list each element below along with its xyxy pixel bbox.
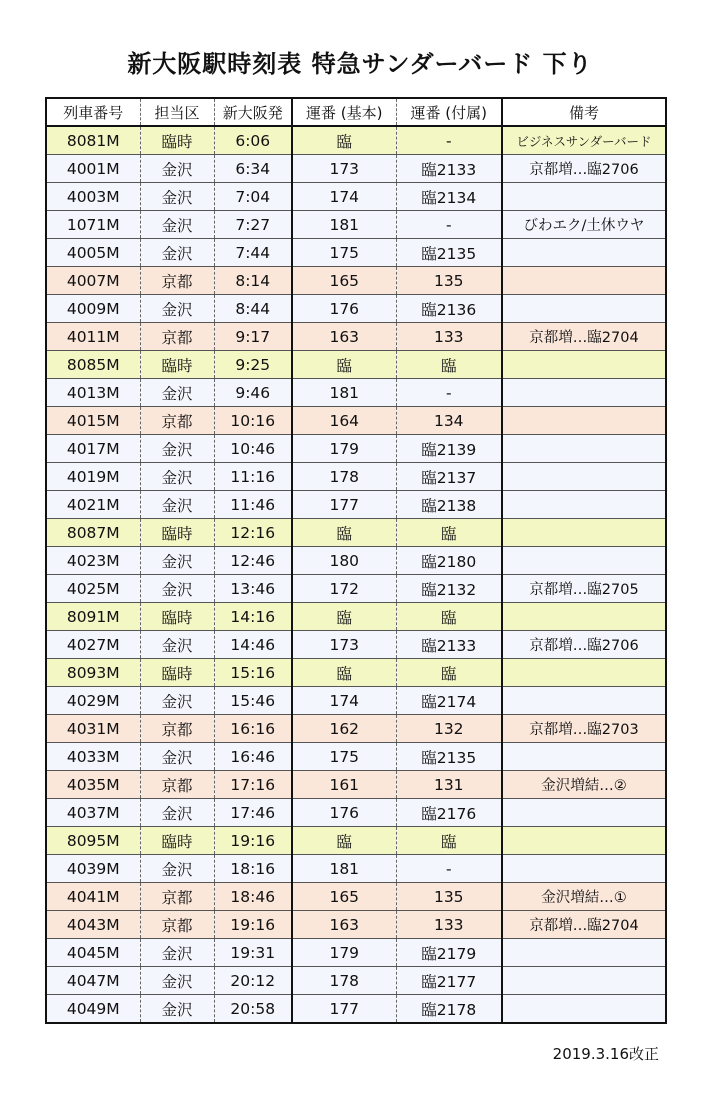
cell-depot: 京都	[140, 911, 214, 939]
cell-train-number: 4041M	[46, 883, 140, 911]
cell-remarks	[502, 995, 666, 1024]
cell-base-unit: 臨	[292, 603, 396, 631]
table-row	[46, 463, 666, 491]
cell-depot: 金沢	[140, 687, 214, 715]
cell-aux-unit: 132	[396, 715, 502, 743]
cell-departure: 11:46	[214, 491, 292, 519]
cell-base-unit: 165	[292, 267, 396, 295]
cell-aux-unit: -	[396, 126, 502, 155]
cell-departure: 19:16	[214, 911, 292, 939]
cell-remarks	[502, 183, 666, 211]
cell-train-number: 4013M	[46, 379, 140, 407]
table-row	[46, 323, 666, 351]
cell-aux-unit: 131	[396, 771, 502, 799]
cell-remarks: 京都増…臨2706	[502, 155, 666, 183]
cell-remarks: びわエク/土休ウヤ	[502, 211, 666, 239]
cell-departure: 7:44	[214, 239, 292, 267]
table-row	[46, 407, 666, 435]
cell-departure: 6:34	[214, 155, 292, 183]
cell-train-number: 4025M	[46, 575, 140, 603]
table-row	[46, 491, 666, 519]
table-row	[46, 827, 666, 855]
cell-depot: 金沢	[140, 743, 214, 771]
cell-train-number: 4001M	[46, 155, 140, 183]
table-row	[46, 995, 666, 1024]
table-row	[46, 687, 666, 715]
table-row	[46, 155, 666, 183]
cell-base-unit: 163	[292, 911, 396, 939]
cell-depot: 金沢	[140, 435, 214, 463]
cell-depot: 金沢	[140, 547, 214, 575]
cell-aux-unit: 臨2133	[396, 631, 502, 659]
table-row	[46, 715, 666, 743]
cell-depot: 臨時	[140, 126, 214, 155]
cell-base-unit: 172	[292, 575, 396, 603]
cell-depot: 金沢	[140, 183, 214, 211]
cell-train-number: 8091M	[46, 603, 140, 631]
cell-train-number: 4003M	[46, 183, 140, 211]
cell-depot: 京都	[140, 883, 214, 911]
cell-train-number: 4021M	[46, 491, 140, 519]
cell-departure: 14:46	[214, 631, 292, 659]
cell-train-number: 4047M	[46, 967, 140, 995]
cell-departure: 9:46	[214, 379, 292, 407]
cell-train-number: 4049M	[46, 995, 140, 1024]
cell-aux-unit: 臨2136	[396, 295, 502, 323]
cell-departure: 13:46	[214, 575, 292, 603]
cell-aux-unit: 135	[396, 883, 502, 911]
cell-remarks: ビジネスサンダーバード	[502, 126, 666, 155]
cell-departure: 9:17	[214, 323, 292, 351]
cell-depot: 金沢	[140, 967, 214, 995]
cell-remarks: 京都増…臨2704	[502, 323, 666, 351]
cell-remarks	[502, 519, 666, 547]
table-row	[46, 211, 666, 239]
cell-base-unit: 174	[292, 183, 396, 211]
table-row	[46, 239, 666, 267]
cell-departure: 20:12	[214, 967, 292, 995]
cell-train-number: 8087M	[46, 519, 140, 547]
cell-aux-unit: 臨2139	[396, 435, 502, 463]
cell-depot: 金沢	[140, 239, 214, 267]
cell-train-number: 8081M	[46, 126, 140, 155]
cell-aux-unit: 臨2135	[396, 239, 502, 267]
cell-train-number: 4007M	[46, 267, 140, 295]
revision-note: 2019.3.16改正	[552, 1045, 659, 1063]
cell-base-unit: 162	[292, 715, 396, 743]
cell-base-unit: 臨	[292, 827, 396, 855]
cell-base-unit: 165	[292, 883, 396, 911]
cell-departure: 17:16	[214, 771, 292, 799]
cell-train-number: 4017M	[46, 435, 140, 463]
cell-remarks	[502, 491, 666, 519]
table-row	[46, 631, 666, 659]
cell-train-number: 4031M	[46, 715, 140, 743]
cell-aux-unit: 臨	[396, 827, 502, 855]
cell-base-unit: 177	[292, 491, 396, 519]
cell-remarks: 京都増…臨2704	[502, 911, 666, 939]
cell-train-number: 4005M	[46, 239, 140, 267]
cell-aux-unit: 臨2134	[396, 183, 502, 211]
cell-departure: 19:16	[214, 827, 292, 855]
cell-depot: 金沢	[140, 855, 214, 883]
table-row	[46, 183, 666, 211]
cell-aux-unit: 臨	[396, 351, 502, 379]
table-row	[46, 126, 666, 155]
cell-departure: 16:16	[214, 715, 292, 743]
cell-aux-unit: -	[396, 379, 502, 407]
cell-remarks	[502, 799, 666, 827]
cell-remarks	[502, 659, 666, 687]
cell-remarks	[502, 855, 666, 883]
cell-train-number: 4033M	[46, 743, 140, 771]
cell-depot: 金沢	[140, 155, 214, 183]
cell-departure: 6:06	[214, 126, 292, 155]
cell-remarks	[502, 407, 666, 435]
cell-base-unit: 178	[292, 967, 396, 995]
cell-train-number: 4015M	[46, 407, 140, 435]
cell-depot: 金沢	[140, 995, 214, 1024]
cell-train-number: 4027M	[46, 631, 140, 659]
cell-aux-unit: 臨	[396, 519, 502, 547]
cell-remarks: 京都増…臨2703	[502, 715, 666, 743]
cell-remarks	[502, 239, 666, 267]
table-row	[46, 883, 666, 911]
cell-depot: 金沢	[140, 799, 214, 827]
cell-remarks	[502, 687, 666, 715]
cell-aux-unit: 133	[396, 323, 502, 351]
cell-base-unit: 臨	[292, 659, 396, 687]
header-aux-unit: 運番 (付属)	[396, 98, 502, 126]
cell-remarks	[502, 435, 666, 463]
cell-depot: 金沢	[140, 379, 214, 407]
cell-depot: 臨時	[140, 827, 214, 855]
cell-remarks	[502, 827, 666, 855]
cell-remarks	[502, 603, 666, 631]
cell-base-unit: 175	[292, 239, 396, 267]
cell-remarks	[502, 267, 666, 295]
cell-depot: 金沢	[140, 463, 214, 491]
table-row	[46, 603, 666, 631]
cell-depot: 京都	[140, 771, 214, 799]
table-row	[46, 659, 666, 687]
cell-base-unit: 176	[292, 799, 396, 827]
timetable-body	[46, 126, 666, 1023]
cell-base-unit: 臨	[292, 351, 396, 379]
cell-base-unit: 173	[292, 631, 396, 659]
cell-train-number: 8095M	[46, 827, 140, 855]
cell-depot: 金沢	[140, 939, 214, 967]
cell-train-number: 4045M	[46, 939, 140, 967]
cell-depot: 金沢	[140, 211, 214, 239]
cell-aux-unit: 臨2180	[396, 547, 502, 575]
cell-depot: 金沢	[140, 575, 214, 603]
cell-departure: 12:16	[214, 519, 292, 547]
table-row	[46, 547, 666, 575]
cell-base-unit: 176	[292, 295, 396, 323]
cell-depot: 金沢	[140, 491, 214, 519]
cell-base-unit: 181	[292, 211, 396, 239]
cell-base-unit: 181	[292, 855, 396, 883]
timetable	[45, 97, 667, 1024]
cell-base-unit: 180	[292, 547, 396, 575]
cell-base-unit: 174	[292, 687, 396, 715]
cell-aux-unit: 臨2138	[396, 491, 502, 519]
cell-depot: 京都	[140, 323, 214, 351]
cell-train-number: 4019M	[46, 463, 140, 491]
header-train-number: 列車番号	[46, 98, 140, 126]
cell-remarks	[502, 463, 666, 491]
cell-base-unit: 173	[292, 155, 396, 183]
cell-departure: 10:46	[214, 435, 292, 463]
cell-departure: 10:16	[214, 407, 292, 435]
table-row	[46, 771, 666, 799]
cell-departure: 14:16	[214, 603, 292, 631]
cell-train-number: 8085M	[46, 351, 140, 379]
cell-departure: 18:46	[214, 883, 292, 911]
table-row	[46, 435, 666, 463]
cell-aux-unit: 臨2137	[396, 463, 502, 491]
cell-base-unit: 181	[292, 379, 396, 407]
cell-aux-unit: 134	[396, 407, 502, 435]
cell-aux-unit: -	[396, 855, 502, 883]
table-row	[46, 799, 666, 827]
cell-train-number: 4039M	[46, 855, 140, 883]
cell-aux-unit: 臨2178	[396, 995, 502, 1024]
page-title: 新大阪駅時刻表 特急サンダーバード 下り	[127, 50, 593, 78]
cell-departure: 9:25	[214, 351, 292, 379]
header-depot: 担当区	[140, 98, 214, 126]
cell-depot: 京都	[140, 715, 214, 743]
cell-aux-unit: -	[396, 211, 502, 239]
cell-aux-unit: 臨2174	[396, 687, 502, 715]
cell-aux-unit: 135	[396, 267, 502, 295]
table-row	[46, 575, 666, 603]
table-row	[46, 519, 666, 547]
cell-aux-unit: 臨2132	[396, 575, 502, 603]
cell-departure: 7:27	[214, 211, 292, 239]
cell-base-unit: 177	[292, 995, 396, 1024]
cell-base-unit: 179	[292, 939, 396, 967]
cell-departure: 8:14	[214, 267, 292, 295]
cell-remarks: 金沢増結…①	[502, 883, 666, 911]
cell-departure: 18:16	[214, 855, 292, 883]
cell-remarks	[502, 379, 666, 407]
cell-remarks: 金沢増結…②	[502, 771, 666, 799]
cell-aux-unit: 臨2177	[396, 967, 502, 995]
cell-train-number: 4029M	[46, 687, 140, 715]
cell-aux-unit: 臨	[396, 659, 502, 687]
cell-depot: 金沢	[140, 295, 214, 323]
cell-base-unit: 175	[292, 743, 396, 771]
cell-departure: 16:46	[214, 743, 292, 771]
cell-remarks	[502, 939, 666, 967]
cell-aux-unit: 臨	[396, 603, 502, 631]
table-row	[46, 855, 666, 883]
cell-departure: 8:44	[214, 295, 292, 323]
cell-departure: 19:31	[214, 939, 292, 967]
header-departure: 新大阪発	[214, 98, 292, 126]
cell-departure: 15:46	[214, 687, 292, 715]
cell-base-unit: 臨	[292, 519, 396, 547]
cell-base-unit: 161	[292, 771, 396, 799]
table-row	[46, 379, 666, 407]
header-row	[46, 98, 666, 126]
table-row	[46, 351, 666, 379]
cell-remarks	[502, 967, 666, 995]
cell-depot: 臨時	[140, 603, 214, 631]
cell-train-number: 4009M	[46, 295, 140, 323]
cell-remarks	[502, 295, 666, 323]
cell-base-unit: 164	[292, 407, 396, 435]
cell-train-number: 4035M	[46, 771, 140, 799]
cell-depot: 京都	[140, 267, 214, 295]
cell-remarks	[502, 743, 666, 771]
cell-remarks	[502, 547, 666, 575]
table-row	[46, 911, 666, 939]
table-row	[46, 267, 666, 295]
cell-depot: 臨時	[140, 659, 214, 687]
cell-departure: 20:58	[214, 995, 292, 1024]
cell-departure: 11:16	[214, 463, 292, 491]
cell-train-number: 4037M	[46, 799, 140, 827]
cell-train-number: 4011M	[46, 323, 140, 351]
cell-aux-unit: 臨2179	[396, 939, 502, 967]
table-row	[46, 743, 666, 771]
cell-train-number: 1071M	[46, 211, 140, 239]
cell-remarks: 京都増…臨2706	[502, 631, 666, 659]
cell-train-number: 4023M	[46, 547, 140, 575]
header-remarks: 備考	[502, 98, 666, 126]
cell-remarks: 京都増…臨2705	[502, 575, 666, 603]
cell-base-unit: 178	[292, 463, 396, 491]
header-base-unit: 運番 (基本)	[292, 98, 396, 126]
cell-aux-unit: 臨2135	[396, 743, 502, 771]
cell-departure: 17:46	[214, 799, 292, 827]
cell-aux-unit: 臨2133	[396, 155, 502, 183]
cell-depot: 京都	[140, 407, 214, 435]
cell-base-unit: 163	[292, 323, 396, 351]
table-row	[46, 967, 666, 995]
cell-train-number: 4043M	[46, 911, 140, 939]
table-row	[46, 295, 666, 323]
cell-depot: 金沢	[140, 631, 214, 659]
cell-base-unit: 臨	[292, 126, 396, 155]
cell-departure: 7:04	[214, 183, 292, 211]
cell-base-unit: 179	[292, 435, 396, 463]
cell-depot: 臨時	[140, 519, 214, 547]
cell-remarks	[502, 351, 666, 379]
table-row	[46, 939, 666, 967]
cell-aux-unit: 臨2176	[396, 799, 502, 827]
cell-aux-unit: 133	[396, 911, 502, 939]
cell-depot: 臨時	[140, 351, 214, 379]
cell-train-number: 8093M	[46, 659, 140, 687]
cell-departure: 12:46	[214, 547, 292, 575]
cell-departure: 15:16	[214, 659, 292, 687]
